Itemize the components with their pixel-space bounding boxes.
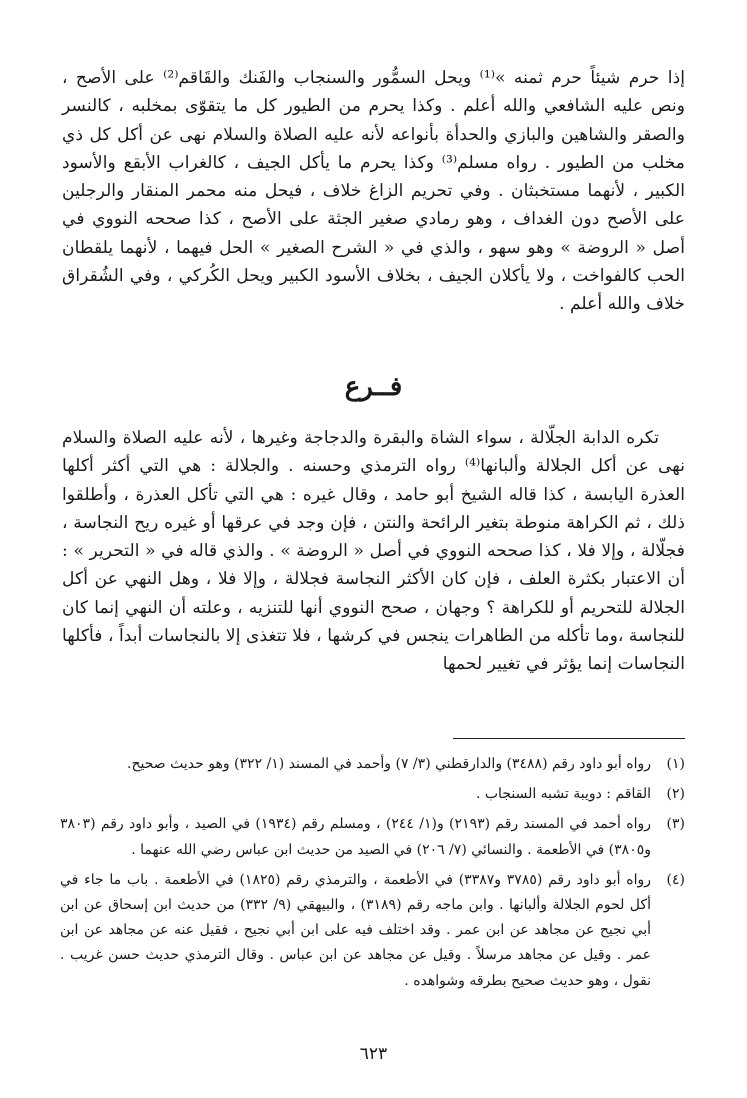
footnote-number: (٤) xyxy=(666,871,685,888)
footnote-number: (٢) xyxy=(666,786,685,803)
footnote-separator xyxy=(453,738,685,739)
footnote-number: (٣) xyxy=(666,816,685,833)
footnotes xyxy=(60,752,685,999)
page-number: ٦٢٣ xyxy=(359,1044,388,1064)
footnote xyxy=(60,752,685,777)
footnote-text: القاقم : دويبة تشبه السنجاب . xyxy=(475,786,651,803)
section-heading: فــرع xyxy=(344,372,403,402)
footnote-text: رواه أبو داود رقم (٣٤٨٨) والدارقطني (٣/ ٧) وأحمد في المسند (١/ ٣٢٢) وهو حديث صحيح. xyxy=(127,756,651,772)
footnote-text: رواه أبو داود رقم (٣٧٨٥ و٣٣٨٧) في الأطعمة ، والترمذي رقم (١٨٢٥) في الأطعمة . باب ما جاء في أكل لحوم الجلالة وألبانها . وابن ماجه رقم (٣١٨٩) ، والبيهقي (٩/ ٣٣٢) من حديث ابن إسحاق عن ابن أبي نجيح عن مجاهد عن ابن عمر . وقد اختلف فيه على ابن أبي نجيح ، فقيل عنه عن مجاهد عن ابن عمر . وقيل عن مجاهد مرسلاً . وقيل عن مجاهد عن ابن عباس . وقال الترمذي حديث حسن غريب . نقول ، وهو حديث صحيح بطرقه وشواهده . xyxy=(60,871,652,989)
footnote xyxy=(60,782,685,807)
footnote-number: (١) xyxy=(666,756,685,772)
body-paragraph-jallala xyxy=(62,424,685,679)
footnote xyxy=(60,812,685,862)
footnote-text: رواه أحمد في المسند رقم (٢١٩٣) و(١/ ٢٤٤) ، ومسلم رقم (١٩٣٤) في الصيد ، وأبو داود رقم (٣٨٠٣ و٣٨٠٥) في الأطعمة . والنسائي (٧/ ٢٠٦) في الصيد من حديث ابن عباس رضي الله عنهما . xyxy=(60,816,652,858)
paragraph-text: إذا حرم شيئاً حرم ثمنه »⁽¹⁾ ويحل السمُّور والسنجاب والفَنك والقَاقم⁽²⁾ على الأصح ، ونص عليه الشافعي والله أعلم . وكذا يحرم من الطيور كل ما يتقوّى بمخلبه ، كالنسر والصقر والشاهين والبازي والحدأة بأنواعه لأنه عليه الصلاة والسلام نهى عن أكل كل ذي مخلب من الطيور . رواه مسلم⁽³⁾ وكذا يحرم ما يأكل الجيف ، كالغراب الأبقع والأسود الكبير ، لأنهما مستخبثان . وفي تحريم الزاغ خلاف ، فيحل منه محمر المنقار والرجلين على الأصح دون الغداف ، وهو رمادي صغير الجثة على الأصح ، كذا صححه النووي في أصل « الروضة » وهو سهو ، والذي في « الشرح الصغير » الحل فيهما ، لأنهما يلقطان الحب كالفواخت ، ولا يأكلان الجيف ، بخلاف الأسود الكبير ويحل الكُركي ، وفي الشُقراق خلاف والله أعلم . xyxy=(62,68,686,315)
body-paragraph-top xyxy=(62,64,685,319)
footnote xyxy=(60,868,685,994)
paragraph-text: تكره الدابة الجلّالة ، سواء الشاة والبقرة والدجاجة وغيرها ، لأنه عليه الصلاة والسلام نهى عن أكل الجلالة وألبانها⁽⁴⁾ رواه الترمذي وحسنه . والجلالة : هي التي أكثر أكلها العذرة اليابسة ، كذا قاله الشيخ أبو حامد ، وقال غيره : هي التي تأكل العذرة ، وأطلقوا ذلك ، ثم الكراهة منوطة بتغير الرائحة والنتن ، فإن وجد في عرقها أو غيره ريح النجاسة ، فجلّالة ، وإلا فلا ، كذا صححه النووي في أصل « الروضة » . والذي قاله في « التحرير » : أن الاعتبار بكثرة العلف ، فإن كان الأكثر النجاسة فجلالة ، وإلا فلا ، وهل النهي عن أكل الجلالة للتحريم أو للكراهة ؟ وجهان ، صحح النووي أنها للتنزيه ، وعلته أن النهي إنما كان للنجاسة ،وما تأكله من الطاهرات ينجس في كرشها ، فلا تتغذى إلا بالنجاسات أبداً ، فأكلها النجاسات إنما يؤثر في تغيير لحمها xyxy=(62,428,685,675)
